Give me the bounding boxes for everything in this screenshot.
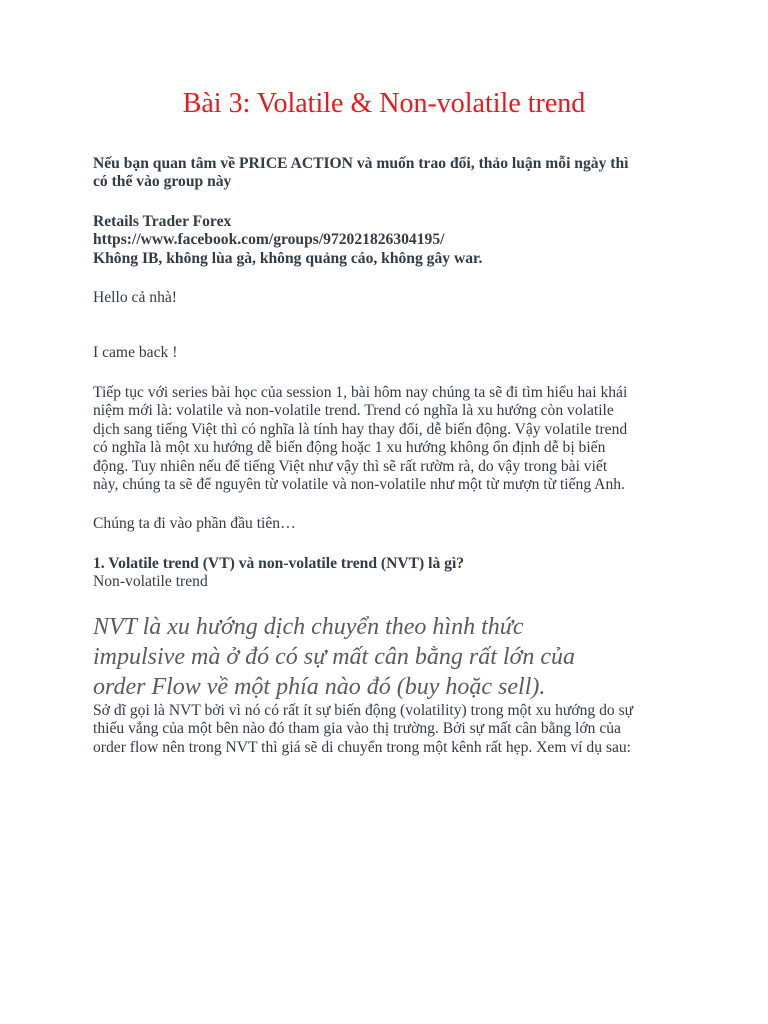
came-back-text xyxy=(93,344,683,362)
came-back-line: I came back ! xyxy=(93,344,178,361)
paragraph-line: động. Tuy nhiên nếu để tiếng Việt như vậy thì sẽ rất rườm rà, do vậy trong bài viết xyxy=(93,457,608,475)
greeting-line: Hello cả nhà! xyxy=(93,289,177,306)
section-heading-block xyxy=(93,555,683,592)
quote-line: order Flow về một phía nào đó (buy hoặc sell). xyxy=(93,674,546,700)
paragraph-line: niệm mới là: volatile và non-volatile trend. Trend có nghĩa là xu hướng còn volatile xyxy=(93,402,614,420)
paragraph-intro xyxy=(93,384,683,494)
definition-quote xyxy=(93,612,683,702)
paragraph-line: này, chúng ta sẽ để nguyên từ volatile và non-volatile như một từ mượn từ tiếng Anh. xyxy=(93,476,625,494)
document-title: Bài 3: Volatile & Non-volatile trend xyxy=(182,88,586,119)
lead-in-text xyxy=(93,515,683,533)
section-subheading: Non-volatile trend xyxy=(93,573,208,591)
paragraph-line: dịch sang tiếng Việt thì có nghĩa là tính hay thay đổi, dễ biến động. Vậy volatile trend xyxy=(93,420,628,438)
paragraph-line: thiếu vắng của một bên nào đó tham gia vào thị trường. Bởi sự mất cân bằng lớn của xyxy=(93,720,621,738)
paragraph-explanation xyxy=(93,702,683,757)
intro-line: có thể vào group này xyxy=(93,173,232,191)
paragraph-line: Tiếp tục với series bài học của session 1, bài hôm nay chúng ta sẽ đi tìm hiểu hai khái xyxy=(93,384,628,401)
group-name: Retails Trader Forex xyxy=(93,213,232,230)
lead-in-line: Chúng ta đi vào phần đầu tiên… xyxy=(93,515,296,532)
section-heading: 1. Volatile trend (VT) và non-volatile trend (NVT) là gì? xyxy=(93,555,465,572)
intro-line: Nếu bạn quan tâm về PRICE ACTION và muốn trao đổi, thảo luận mỗi ngày thì xyxy=(93,155,629,172)
paragraph-line: có nghĩa là một xu hướng dễ biến động hoặc 1 xu hướng không ổn định dễ bị biến xyxy=(93,439,606,457)
quote-line: NVT là xu hướng dịch chuyển theo hình thức xyxy=(93,614,524,640)
group-info xyxy=(93,213,683,268)
intro-text xyxy=(93,155,683,192)
group-rules: Không IB, không lùa gà, không quảng cáo, không gây war. xyxy=(93,249,483,267)
paragraph-line: order flow nên trong NVT thì giá sẽ di chuyển trong một kênh rất hẹp. Xem ví dụ sau: xyxy=(93,738,632,756)
paragraph-line: Sở dĩ gọi là NVT bởi vì nó có rất ít sự biến động (volatility) trong một xu hướng do sự xyxy=(93,702,634,719)
group-url-link[interactable]: https://www.facebook.com/groups/972021826304195/ xyxy=(93,231,445,249)
greeting-text xyxy=(93,289,683,307)
quote-line: impulsive mà ở đó có sự mất cân bằng rất lớn của xyxy=(93,644,575,670)
